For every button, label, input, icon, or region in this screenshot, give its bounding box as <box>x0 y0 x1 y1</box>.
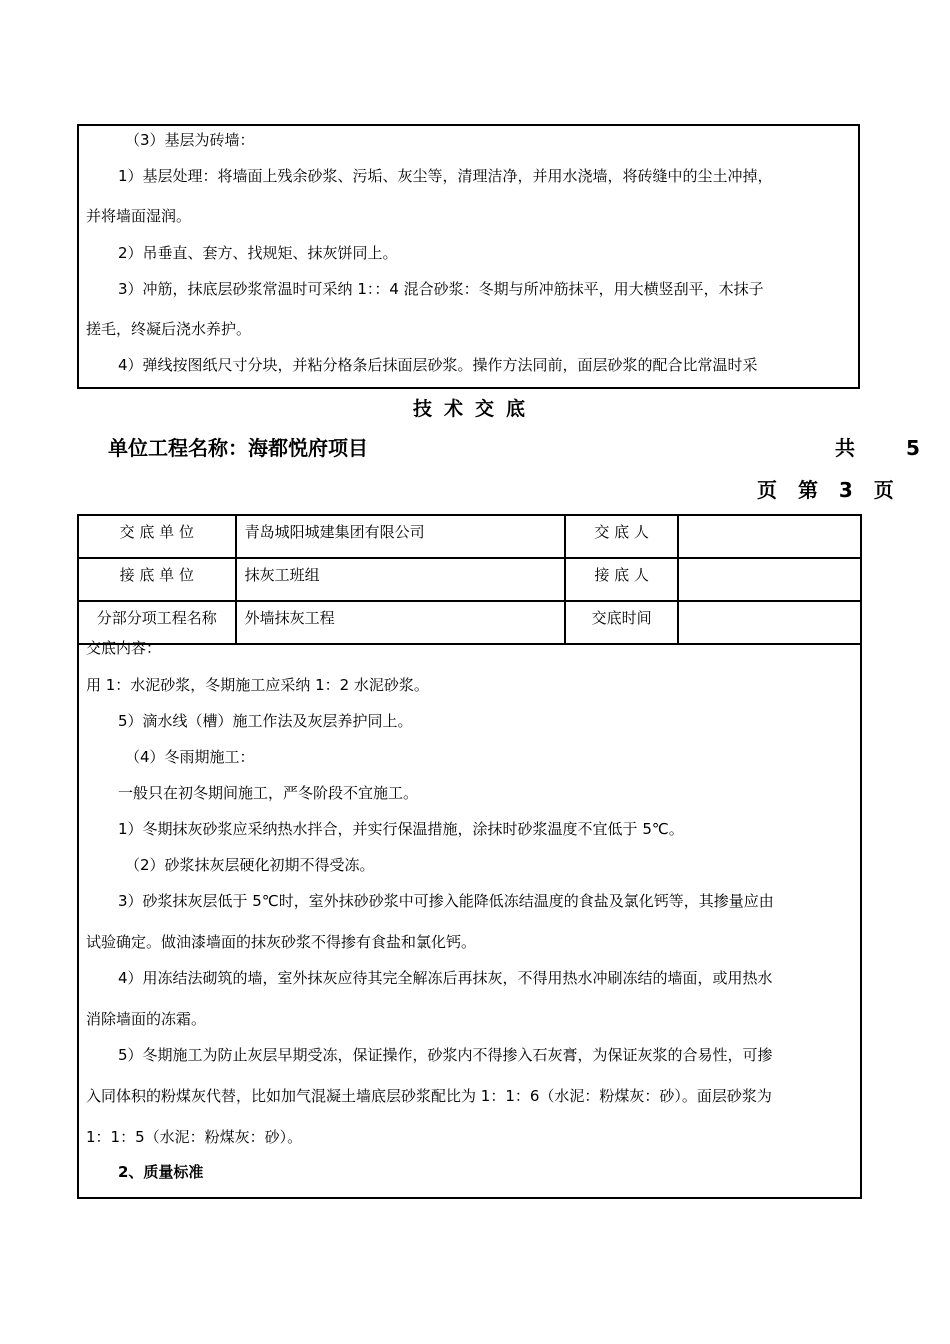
page-number: 页 第 3 页 <box>757 478 894 502</box>
table-cell-label: 交底时间 <box>565 601 679 644</box>
table-row <box>78 515 861 558</box>
text-line: 4）用冻结法砌筑的墙，室外抹灰应待其完全解冻后再抹灰，不得用热水冲刷冻结的墙面，或用热水 <box>118 969 773 987</box>
text-line: 3）冲筋，抹底层砂浆常温时可采纳 1：：4 混合砂浆：冬期与所冲筋抹平，用大横竖刮平，木抹子 <box>118 280 764 298</box>
text-line: 2）吊垂直、套方、找规矩、抹灰饼同上。 <box>118 244 398 262</box>
section-heading: 2、质量标准 <box>118 1163 204 1181</box>
text-line: 搓毛，终凝后浇水养护。 <box>86 320 252 338</box>
text-line: 入同体积的粉煤灰代替，比如加气混凝土墙底层砂浆配比为 1：1：6（水泥：粉煤灰：砂）。面层砂浆为 <box>86 1087 772 1105</box>
table-cell-value <box>678 558 861 601</box>
text-line: 用 1：水泥砂浆，冬期施工应采纳 1：2 水泥砂浆。 <box>86 676 429 694</box>
info-table <box>77 514 862 645</box>
text-line: 1）基层处理：将墙面上残余砂浆、污垢、灰尘等，清理洁净，并用水浇墙，将砖缝中的尘土冲掉， <box>118 167 773 185</box>
table-cell-label: 交 底 单 位 <box>78 515 236 558</box>
text-line: 1）冬期抹灰砂浆应采纳热水拌合，并实行保温措施，涂抹时砂浆温度不宜低于 5℃。 <box>118 820 684 838</box>
project-name: 单位工程名称：海都悦府项目 <box>108 436 368 460</box>
content-heading: 交底内容： <box>86 639 162 657</box>
text-line: 一般只在初冬期间施工，严冬阶段不宜施工。 <box>118 784 419 802</box>
text-line: （4）冬雨期施工： <box>125 748 255 766</box>
total-pages: 共 5 <box>835 436 942 460</box>
table-cell-label: 接 底 人 <box>565 558 679 601</box>
text-line: 4）弹线按图纸尺寸分块，并粘分格条后抹面层砂浆。操作方法同前，面层砂浆的配合比常温时采 <box>118 356 758 374</box>
table-cell-label: 交 底 人 <box>565 515 679 558</box>
table-cell-value: 外墙抹灰工程 <box>236 601 565 644</box>
text-line: 并将墙面湿润。 <box>86 207 192 225</box>
text-line: （3）基层为砖墙： <box>125 131 255 149</box>
text-line: 5）冬期施工为防止灰层早期受冻，保证操作，砂浆内不得掺入石灰膏，为保证灰浆的合易性，可掺 <box>118 1046 773 1064</box>
table-cell-label: 接 底 单 位 <box>78 558 236 601</box>
text-line: 试验确定。做油漆墙面的抹灰砂浆不得掺有食盐和氯化钙。 <box>86 933 477 951</box>
text-line: 3）砂浆抹灰层低于 5℃时，室外抹砂砂浆中可掺入能降低冻结温度的食盐及氯化钙等，其掺量应由 <box>118 892 774 910</box>
table-row <box>78 558 861 601</box>
table-cell-value: 抹灰工班组 <box>236 558 565 601</box>
document-title: 技术交底 <box>412 398 537 420</box>
text-line: （2）砂浆抹灰层硬化初期不得受冻。 <box>125 856 375 874</box>
text-line: 1：1：5（水泥：粉煤灰：砂）。 <box>86 1128 303 1146</box>
table-cell-label: 分部分项工程名称 <box>78 601 236 644</box>
table-cell-value <box>678 515 861 558</box>
table-cell-value: 青岛城阳城建集团有限公司 <box>236 515 565 558</box>
text-line: 消除墙面的冻霜。 <box>86 1010 207 1028</box>
text-line: 5）滴水线（槽）施工作法及灰层养护同上。 <box>118 712 413 730</box>
